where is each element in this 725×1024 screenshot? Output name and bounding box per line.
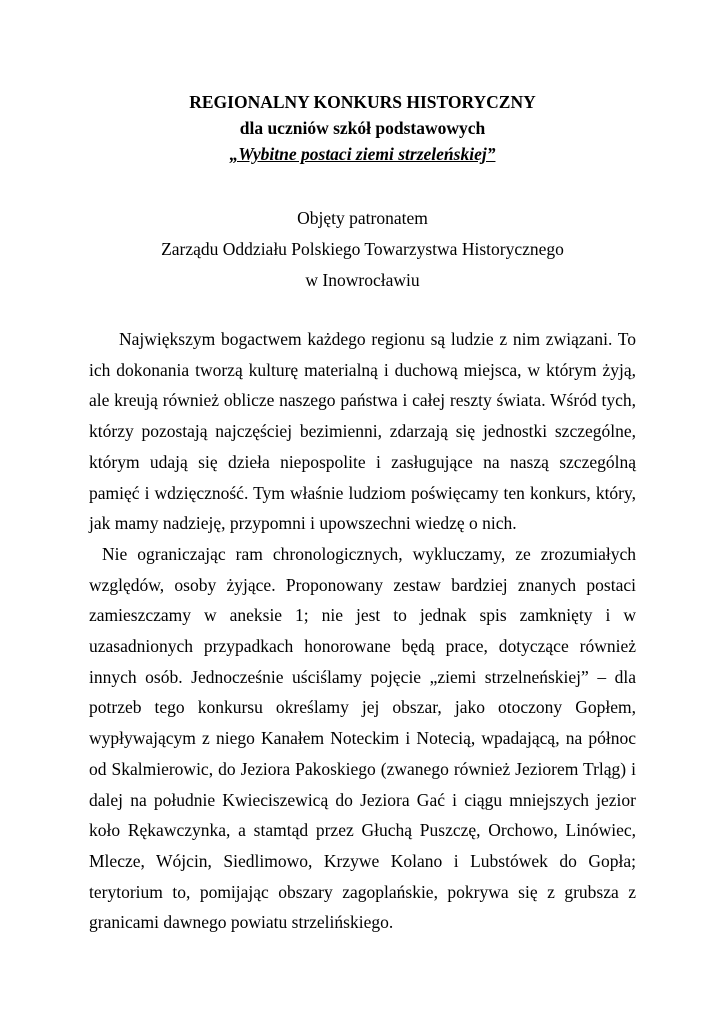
competition-motto: „Wybitne postaci ziemi strzeleńskiej” [229,144,496,164]
document-title: REGIONALNY KONKURS HISTORYCZNY [189,92,536,112]
body-paragraph-2: Nie ograniczając ram chronologicznych, wykluczamy, ze zrozumiałych względów, osoby żyjące. Proponowany zestaw bardziej znanych postaci zamieszczamy w aneksie 1; nie jest to jednak spis zamknięty i w uzasadnionych przypadkach honorowane będą prace, dotyczące również innych osób. Jednocześnie uściślamy pojęcie „ziemi strzelneńskiej” – dla potrzeb tego konkursu określamy jej obszar, jako otoczony Gopłem, wypływającym z niego Kanałem Noteckim i Notecią, wpadającą, na północ od Skalmierowic, do Jeziora Pakoskiego (zwanego również Jeziorem Trląg) i dalej na południe Kwieciszewicą do Jeziora Gać i ciągu mniejszych jezior koło Rękawczynka, a stamtąd przez Głuchą Puszczę, Orchowo, Linówiec, Mlecze, Wójcin, Siedlimowo, Krzywe Kolano i Lubstówek do Gopła; terytorium to, pomijając obszary zagoplańskie, pokrywa się z grubsza z granicami dawnego powiatu strzelińskiego. [89,543,636,933]
patronage-block [89,203,636,296]
document-header [89,89,636,167]
patronage-line-3: w Inowrocławiu [305,270,420,290]
document-subtitle: dla uczniów szkół podstawowych [239,118,486,138]
body-paragraph-1: Największym bogactwem każdego regionu są ludzie z nim związani. To ich dokonania tworzą kulturę materialną i duchową miejsca, w którym żyją, ale kreują również oblicze naszego państwa i całej reszty świata. Wśród tych, którzy pozostają najczęściej bezimienni, zdarzają się jednostki szczególne, którym udają się dzieła niepospolite i zasługujące na naszą szczególną pamięć i wdzięczność. Tym właśnie ludziom poświęcamy ten konkurs, który, jak mamy nadzieję, przypomni i upowszechni wiedzę o nich. [89,329,636,534]
document-body [89,324,636,938]
patronage-line-1: Objęty patronatem [297,208,428,228]
patronage-line-2: Zarządu Oddziału Polskiego Towarzystwa Historycznego [161,239,564,259]
